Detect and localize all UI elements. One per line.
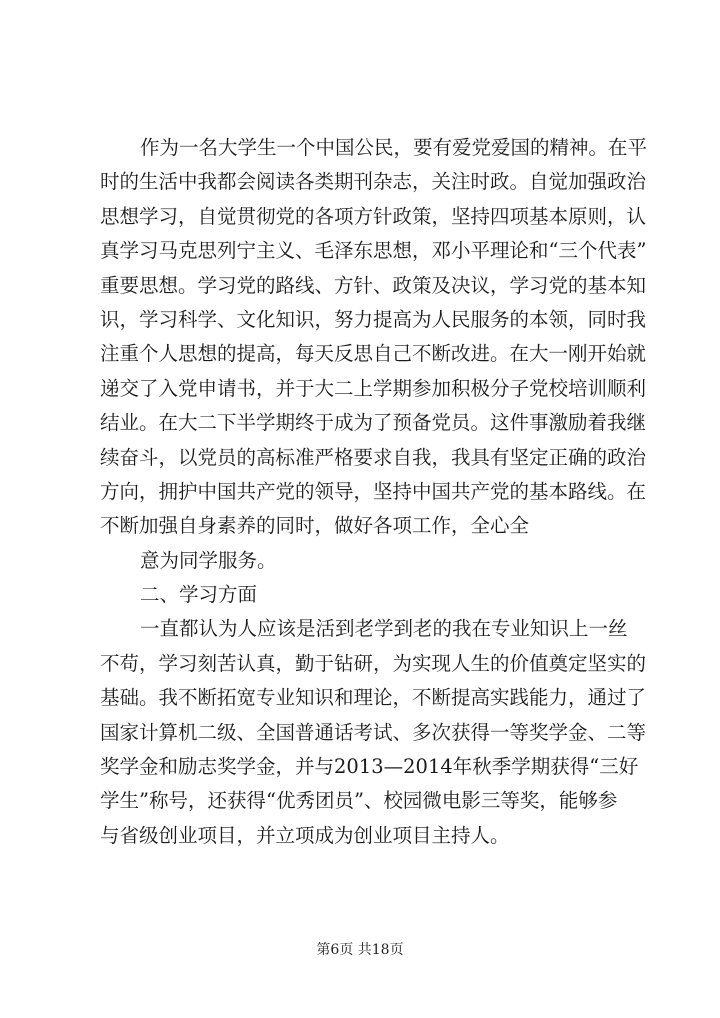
paragraph-line: 思想学习，自觉贯彻党的各项方针政策，坚持四项基本原则，认 bbox=[100, 204, 647, 228]
paragraph-line: 基础。我不断拓宽专业知识和理论，不断提高实践能力，通过了 bbox=[100, 686, 647, 710]
paragraph-line: 识，学习科学、文化知识，努力提高为人民服务的本领，同时我 bbox=[100, 307, 647, 331]
section-heading: 二、学习方面 bbox=[140, 583, 258, 607]
paragraph-line: 一直都认为人应该是活到老学到老的我在专业知识上一丝 bbox=[140, 617, 628, 641]
paragraph-line: 递交了入党申请书，并于大二上学期参加积极分子党校培训顺利 bbox=[100, 376, 647, 400]
body-text bbox=[100, 131, 658, 853]
paragraph-line: 奖学金和励志奖学金，并与2013—2014年秋季学期获得“三好 bbox=[100, 755, 639, 779]
paragraph-line: 不苟，学习刻苦认真，勤于钻研，为实现人生的价值奠定坚实的 bbox=[100, 651, 647, 675]
paragraph-line: 注重个人思想的提高，每天反思自己不断改进。在大一刚开始就 bbox=[100, 342, 647, 366]
paragraph-line: 重要思想。学习党的路线、方针、政策及决议，学习党的基本知 bbox=[100, 273, 647, 297]
paragraph-line: 学生”称号，还获得“优秀团员”、校园微电影三等奖，能够参 bbox=[100, 789, 618, 813]
paragraph-line: 作为一名大学生一个中国公民，要有爱党爱国的精神。在平 bbox=[140, 136, 648, 159]
paragraph-line: 与省级创业项目，并立项成为创业项目主持人。 bbox=[100, 823, 510, 847]
paragraph-line: 真学习马克思列宁主义、毛泽东思想，邓小平理论和“三个代表” bbox=[100, 239, 647, 263]
paragraph-line: 意为同学服务。 bbox=[140, 548, 277, 572]
paragraph-line: 国家计算机二级、全国普通话考试、多次获得一等奖学金、二等 bbox=[100, 720, 647, 744]
paragraph-line: 结业。在大二下半学期终于成为了预备党员。这件事激励着我继 bbox=[100, 411, 647, 435]
paragraph-line: 不断加强自身素养的同时，做好各项工作，全心全 bbox=[100, 514, 530, 538]
paragraph-line: 方向，拥护中国共产党的领导，坚持中国共产党的基本路线。在 bbox=[100, 479, 647, 503]
paragraph-line: 时的生活中我都会阅读各类期刊杂志，关注时政。自觉加强政治 bbox=[100, 170, 647, 194]
paragraph-line: 续奋斗，以党员的高标准严格要求自我，我具有坚定正确的政治 bbox=[100, 445, 647, 469]
page-number-footer: 第6页 共18页 bbox=[316, 942, 404, 958]
